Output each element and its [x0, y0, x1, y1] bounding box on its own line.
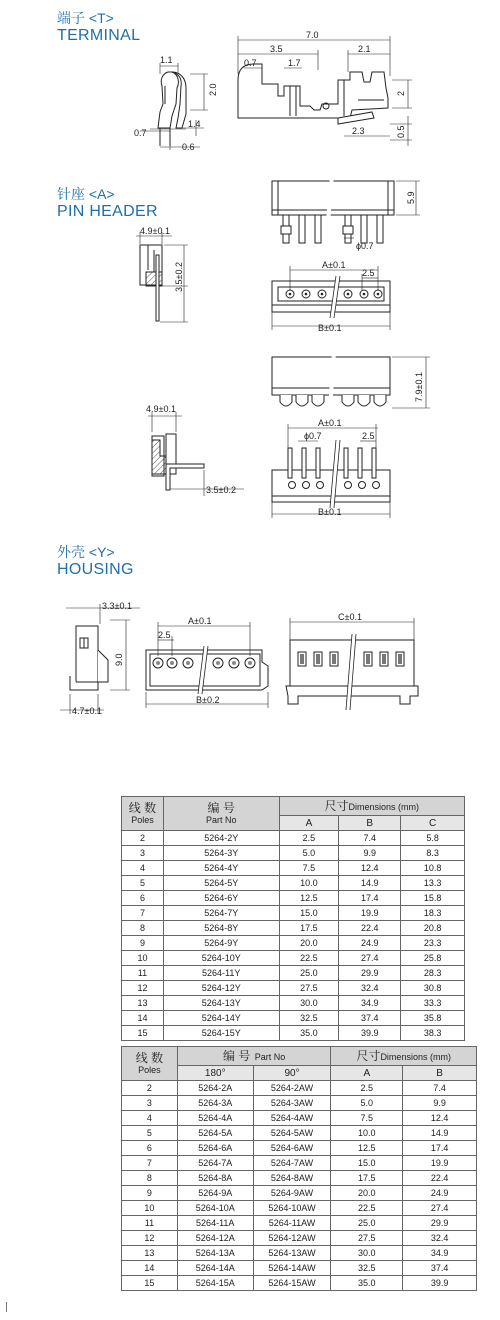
- table-cell: 5264-2Y: [163, 831, 279, 846]
- table-cell: 30.0: [279, 996, 339, 1011]
- dim-label: B±0.2: [196, 695, 220, 705]
- dim-label: 3.5: [270, 44, 283, 54]
- table-cell: 5264-15AW: [253, 1276, 331, 1291]
- table-cell: 27.4: [403, 1201, 477, 1216]
- table-cell: 34.9: [403, 1246, 477, 1261]
- dim-label: 7.0: [306, 30, 319, 40]
- col-b-header: B: [339, 816, 401, 831]
- table-cell: 32.4: [339, 981, 401, 996]
- table-row: [122, 921, 465, 936]
- dim-label: 2.1: [358, 44, 371, 54]
- dim-label: 2: [396, 90, 406, 96]
- table-cell: 4: [122, 861, 164, 876]
- table-cell: 5264-15Y: [163, 1026, 279, 1041]
- table-cell: 24.9: [339, 936, 401, 951]
- table-cell: 6: [122, 891, 164, 906]
- table-cell: 39.9: [403, 1276, 477, 1291]
- table-cell: 22.5: [279, 951, 339, 966]
- poles-header: 线 数 Poles: [122, 1047, 178, 1081]
- dim-label: A±0.1: [188, 616, 212, 626]
- table-cell: 7: [122, 1156, 178, 1171]
- table-cell: 19.9: [339, 906, 401, 921]
- table-cell: 2: [122, 831, 164, 846]
- part-no-header: 编 号 Part No: [177, 1047, 331, 1066]
- dim-label: 4.7±0.1: [72, 706, 102, 716]
- terminal-front-view: [150, 72, 186, 146]
- table-cell: 14: [122, 1261, 178, 1276]
- table-cell: 34.9: [339, 996, 401, 1011]
- table-cell: 5264-14AW: [253, 1261, 331, 1276]
- table-cell: 5264-3Y: [163, 846, 279, 861]
- table-cell: 5264-3A: [177, 1096, 253, 1111]
- dim-label: 2.5: [158, 630, 171, 640]
- table-row: [122, 1261, 477, 1276]
- table-cell: 33.3: [401, 996, 465, 1011]
- table-cell: 5264-9Y: [163, 936, 279, 951]
- table-cell: 5264-8A: [177, 1171, 253, 1186]
- pin-header-90-side-view: [152, 434, 204, 490]
- table-cell: 5264-6A: [177, 1141, 253, 1156]
- table-cell: 5264-7AW: [253, 1156, 331, 1171]
- table-cell: 2.5: [279, 831, 339, 846]
- table-cell: 7.4: [403, 1081, 477, 1096]
- table-cell: 17.5: [331, 1171, 403, 1186]
- table-cell: 5264-11Y: [163, 966, 279, 981]
- table-cell: 5264-5Y: [163, 876, 279, 891]
- table-row: [122, 846, 465, 861]
- table-cell: 5264-12Y: [163, 981, 279, 996]
- dim-label: 4.9±0.1: [146, 404, 176, 414]
- table-cell: 5264-13Y: [163, 996, 279, 1011]
- col-90-header: 90°: [253, 1066, 331, 1081]
- table-cell: 5264-10A: [177, 1201, 253, 1216]
- table-cell: 8.3: [401, 846, 465, 861]
- table-row: [122, 831, 465, 846]
- pin-header-spec-table: [121, 1046, 477, 1291]
- table-cell: 12: [122, 981, 164, 996]
- pin-header-180-side-view: [140, 245, 162, 321]
- dim-label: A±0.1: [322, 260, 346, 270]
- table-cell: 22.4: [403, 1171, 477, 1186]
- pin-header-90-front-view: [272, 440, 390, 508]
- dim-label: 1.7: [288, 58, 301, 68]
- dim-label: 0.6: [182, 142, 195, 152]
- table-cell: 29.9: [339, 966, 401, 981]
- table-cell: 15.0: [331, 1156, 403, 1171]
- table-cell: 10: [122, 951, 164, 966]
- table-cell: 5264-6AW: [253, 1141, 331, 1156]
- dim-label: ϕ0.7: [356, 241, 374, 251]
- table-cell: 12: [122, 1231, 178, 1246]
- table-cell: 10.0: [331, 1126, 403, 1141]
- terminal-side-view: [238, 64, 388, 124]
- table-row: [122, 1011, 465, 1026]
- table-row: [122, 1216, 477, 1231]
- poles-header: 线 数 Poles: [122, 797, 164, 831]
- table-cell: 5264-2A: [177, 1081, 253, 1096]
- table-cell: 17.5: [279, 921, 339, 936]
- table-cell: 9.9: [339, 846, 401, 861]
- table-cell: 7.5: [279, 861, 339, 876]
- dim-label: 0.7: [244, 58, 257, 68]
- table-row: [122, 1111, 477, 1126]
- table-cell: 5264-11AW: [253, 1216, 331, 1231]
- pin-header-title-en: PIN HEADER: [57, 203, 158, 220]
- table-cell: 9: [122, 936, 164, 951]
- table-cell: 24.9: [403, 1186, 477, 1201]
- table-cell: 14.9: [339, 876, 401, 891]
- table-cell: 8: [122, 921, 164, 936]
- pin-header-90-top-view: [272, 352, 390, 410]
- table-cell: 39.9: [339, 1026, 401, 1041]
- table-cell: 17.4: [339, 891, 401, 906]
- table-cell: 10.0: [279, 876, 339, 891]
- table-row: [122, 1156, 477, 1171]
- table-cell: 22.4: [339, 921, 401, 936]
- table-cell: 15.8: [401, 891, 465, 906]
- dimensions-header: 尺寸Dimensions (mm): [331, 1047, 477, 1066]
- table-cell: 12.5: [331, 1141, 403, 1156]
- table-cell: 2: [122, 1081, 178, 1096]
- dimensions-header: 尺寸Dimensions (mm): [279, 797, 464, 816]
- table-row: [122, 1186, 477, 1201]
- table-cell: 14.9: [403, 1126, 477, 1141]
- table-cell: 5264-10AW: [253, 1201, 331, 1216]
- table-cell: 5264-4A: [177, 1111, 253, 1126]
- table-cell: 5264-7A: [177, 1156, 253, 1171]
- table-cell: 3: [122, 1096, 178, 1111]
- dim-label: 0.5: [396, 125, 406, 138]
- housing-top-view: [286, 634, 418, 710]
- table-cell: 10: [122, 1201, 178, 1216]
- table-cell: 12.4: [403, 1111, 477, 1126]
- dim-label: 2.3: [352, 126, 365, 136]
- pin-header-title-cn: 针座 <A>: [57, 186, 115, 202]
- table-cell: 29.9: [403, 1216, 477, 1231]
- table-cell: 6: [122, 1141, 178, 1156]
- table-cell: 5264-9AW: [253, 1186, 331, 1201]
- table-cell: 25.0: [279, 966, 339, 981]
- part-no-header: 编 号 Part No: [163, 797, 279, 831]
- dim-label: 7.9±0.1: [414, 372, 424, 402]
- pin-header-180-top-view: [272, 176, 394, 243]
- table-cell: 13: [122, 1246, 178, 1261]
- table-row: [122, 951, 465, 966]
- pin-header-90-top-dims: [392, 357, 430, 408]
- table-cell: 15.0: [279, 906, 339, 921]
- table-cell: 12.5: [279, 891, 339, 906]
- table-cell: 8: [122, 1171, 178, 1186]
- table-cell: 5.8: [401, 831, 465, 846]
- table-cell: 22.5: [331, 1201, 403, 1216]
- table-row: [122, 1201, 477, 1216]
- table-row: [122, 1141, 477, 1156]
- col-180-header: 180°: [177, 1066, 253, 1081]
- table-cell: 30.8: [401, 981, 465, 996]
- dim-label: 1.1: [160, 55, 173, 65]
- terminal-title-cn: 端子 <T>: [57, 10, 114, 26]
- table-cell: 37.4: [403, 1261, 477, 1276]
- table-cell: 20.0: [331, 1186, 403, 1201]
- table-cell: 14: [122, 1011, 164, 1026]
- col-a-header: A: [279, 816, 339, 831]
- table-row: [122, 906, 465, 921]
- housing-title-en: HOUSING: [57, 561, 134, 578]
- table-cell: 5.0: [279, 846, 339, 861]
- table-cell: 15: [122, 1276, 178, 1291]
- table-cell: 32.4: [403, 1231, 477, 1246]
- table-cell: 32.5: [331, 1261, 403, 1276]
- col-a-header: A: [331, 1066, 403, 1081]
- table-cell: 5264-6Y: [163, 891, 279, 906]
- table-cell: 32.5: [279, 1011, 339, 1026]
- table-cell: 17.4: [403, 1141, 477, 1156]
- table-cell: 5264-12A: [177, 1231, 253, 1246]
- table-row: [122, 891, 465, 906]
- table-cell: 15: [122, 1026, 164, 1041]
- housing-side-view: [70, 626, 108, 690]
- table-cell: 7: [122, 906, 164, 921]
- pin-header-90-side-dims: [148, 412, 244, 496]
- dim-label: 3.5±0.2: [174, 262, 184, 292]
- dim-label: 2.0: [208, 83, 218, 96]
- dim-label: 2.5: [362, 268, 375, 278]
- dim-label: ϕ0.7: [304, 431, 322, 441]
- table-cell: 5264-8Y: [163, 921, 279, 936]
- table-cell: 5264-12AW: [253, 1231, 331, 1246]
- dim-label: 1.4: [188, 119, 201, 129]
- table-cell: 38.3: [401, 1026, 465, 1041]
- table-row: [122, 1246, 477, 1261]
- dim-label: 4.9±0.1: [140, 226, 170, 236]
- table-row: [122, 1096, 477, 1111]
- table-cell: 5.0: [331, 1096, 403, 1111]
- table-cell: 12.4: [339, 861, 401, 876]
- table-cell: 13: [122, 996, 164, 1011]
- table-cell: 2.5: [331, 1081, 403, 1096]
- dim-label: 2.5: [362, 431, 375, 441]
- table-cell: 5: [122, 876, 164, 891]
- dim-label: 3.3±0.1: [102, 601, 132, 611]
- table-row: [122, 1231, 477, 1246]
- margin-mark: [6, 1302, 7, 1312]
- table-cell: 9: [122, 1186, 178, 1201]
- table-cell: 11: [122, 1216, 178, 1231]
- table-cell: 27.4: [339, 951, 401, 966]
- terminal-title-en: TERMINAL: [57, 27, 141, 44]
- table-cell: 13.3: [401, 876, 465, 891]
- table-cell: 3: [122, 846, 164, 861]
- table-cell: 27.5: [331, 1231, 403, 1246]
- table-cell: 20.8: [401, 921, 465, 936]
- table-cell: 35.0: [331, 1276, 403, 1291]
- table-cell: 25.0: [331, 1216, 403, 1231]
- table-cell: 37.4: [339, 1011, 401, 1026]
- table-cell: 7.5: [331, 1111, 403, 1126]
- table-cell: 9.9: [403, 1096, 477, 1111]
- table-cell: 7.4: [339, 831, 401, 846]
- table-cell: 5264-7Y: [163, 906, 279, 921]
- table-cell: 5264-11A: [177, 1216, 253, 1231]
- table-row: [122, 1026, 465, 1041]
- col-b-header: B: [403, 1066, 477, 1081]
- dim-label: 0.7: [134, 128, 147, 138]
- dim-label: B±0.1: [318, 507, 342, 517]
- table-cell: 5264-5AW: [253, 1126, 331, 1141]
- table-cell: 5264-10Y: [163, 951, 279, 966]
- table-cell: 35.0: [279, 1026, 339, 1041]
- table-cell: 35.8: [401, 1011, 465, 1026]
- table-cell: 20.0: [279, 936, 339, 951]
- table-cell: 5264-13A: [177, 1246, 253, 1261]
- dim-label: C±0.1: [338, 612, 362, 622]
- table-row: [122, 936, 465, 951]
- table-cell: 5264-15A: [177, 1276, 253, 1291]
- table-cell: 25.8: [401, 951, 465, 966]
- table-cell: 23.3: [401, 936, 465, 951]
- table-cell: 5264-4Y: [163, 861, 279, 876]
- table-cell: 5264-13AW: [253, 1246, 331, 1261]
- dim-label: B±0.1: [318, 323, 342, 333]
- table-row: [122, 1081, 477, 1096]
- housing-spec-table: [121, 796, 465, 1041]
- table-cell: 5264-14Y: [163, 1011, 279, 1026]
- table-cell: 19.9: [403, 1156, 477, 1171]
- table-row: [122, 876, 465, 891]
- dim-label: 9.0: [114, 653, 124, 666]
- table-cell: 5264-14A: [177, 1261, 253, 1276]
- table-cell: 5264-9A: [177, 1186, 253, 1201]
- table-cell: 4: [122, 1111, 178, 1126]
- table-row: [122, 1276, 477, 1291]
- table-cell: 27.5: [279, 981, 339, 996]
- table-row: [122, 861, 465, 876]
- dim-label: 3.5±0.2: [206, 485, 236, 495]
- table-cell: 28.3: [401, 966, 465, 981]
- housing-title-cn: 外壳 <Y>: [57, 544, 115, 560]
- table-cell: 5264-5A: [177, 1126, 253, 1141]
- table-row: [122, 981, 465, 996]
- table-cell: 5264-4AW: [253, 1111, 331, 1126]
- table-cell: 30.0: [331, 1246, 403, 1261]
- table-cell: 5264-3AW: [253, 1096, 331, 1111]
- table-row: [122, 1171, 477, 1186]
- table-row: [122, 996, 465, 1011]
- table-cell: 5: [122, 1126, 178, 1141]
- dim-label: A±0.1: [318, 418, 342, 428]
- col-c-header: C: [401, 816, 465, 831]
- table-row: [122, 966, 465, 981]
- dim-label: 5.9: [406, 191, 416, 204]
- table-row: [122, 1126, 477, 1141]
- table-cell: 11: [122, 966, 164, 981]
- table-cell: 18.3: [401, 906, 465, 921]
- table-cell: 5264-8AW: [253, 1171, 331, 1186]
- table-cell: 10.8: [401, 861, 465, 876]
- table-cell: 5264-2AW: [253, 1081, 331, 1096]
